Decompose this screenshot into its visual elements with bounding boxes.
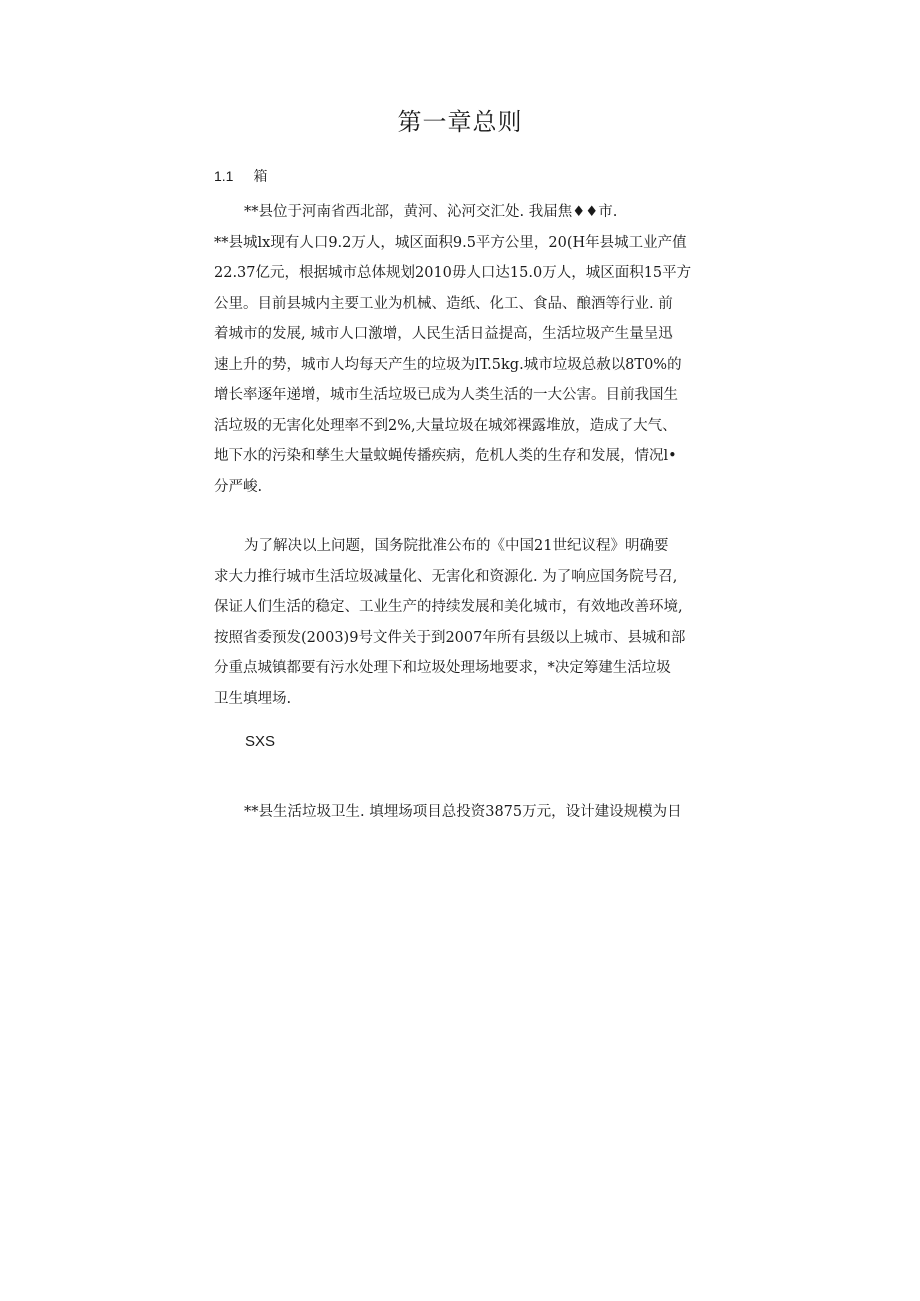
section-label: 箱 [253, 169, 268, 185]
section-number: 1.1 [214, 168, 234, 184]
paragraph-line: **县城lx现有人口9.2万人，城区面积9.5平方公里，20(H年县城工业产值 [214, 234, 687, 251]
paragraph-line: 分严峻. [214, 478, 263, 495]
paragraph-line: 为了解决以上问题，国务院批准公布的《中国21世纪议程》明确要 [244, 538, 669, 554]
paragraph-line: 公里。目前县城内主要工业为机械、造纸、化工、食品、酿酒等行业. 前 [214, 295, 673, 312]
chapter-title: 第一章总则 [397, 108, 523, 136]
paragraph-line: 分重点城镇都要有污水处理下和垃圾处理场地要求，*决定筹建生活垃圾 [214, 660, 671, 676]
paragraph-line: **县生活垃圾卫生. 填埋场项目总投资3875万元，设计建设规模为日 [244, 804, 682, 820]
paragraph-line: 着城市的发展, 城市人口激增，人民生活日益提高，生活垃圾产生量呈迅 [214, 326, 673, 342]
paragraph-line: 地下水的污染和孳生大量蚊蝇传播疾病，危机人类的生存和发展，情况l• [214, 448, 677, 464]
paragraph-line: 增长率逐年递增，城市生活垃圾已成为人类生活的一大公害。目前我国生 [214, 387, 678, 403]
paragraph-line: 速上升的势，城市人均每天产生的垃圾为lT.5kg.城市垃圾总赦以8T0%的 [214, 356, 682, 373]
paragraph-line: 保证人们生活的稳定、工业生产的持续发展和美化城市，有效地改善环境, [214, 599, 683, 615]
section-heading [214, 166, 267, 186]
subheading: SXS [245, 733, 276, 750]
paragraph-location-overview [214, 197, 709, 502]
paragraph-line: 22.37亿元，根据城市总体规划2010毋人口达15.0万人，城区面积15平方 [214, 265, 692, 281]
paragraph-line: 按照省委预发(2003)9号文件关于到2007年所有县级以上城市、县城和部 [214, 629, 686, 646]
paragraph-policy-background [214, 531, 709, 714]
paragraph-line: 卫生填埋场. [214, 690, 292, 707]
paragraph-line: 活垃圾的无害化处理率不到2%,大量垃圾在城郊裸露堆放，造成了大气、 [214, 417, 677, 434]
paragraph-line: **县位于河南省西北部，黄河、沁河交汇处. 我届焦♦♦市. [244, 204, 618, 220]
paragraph-project-investment [214, 797, 709, 828]
paragraph-line: 求大力推行城市生活垃圾减量化、无害化和资源化. 为了响应国务院号召, [214, 568, 678, 585]
